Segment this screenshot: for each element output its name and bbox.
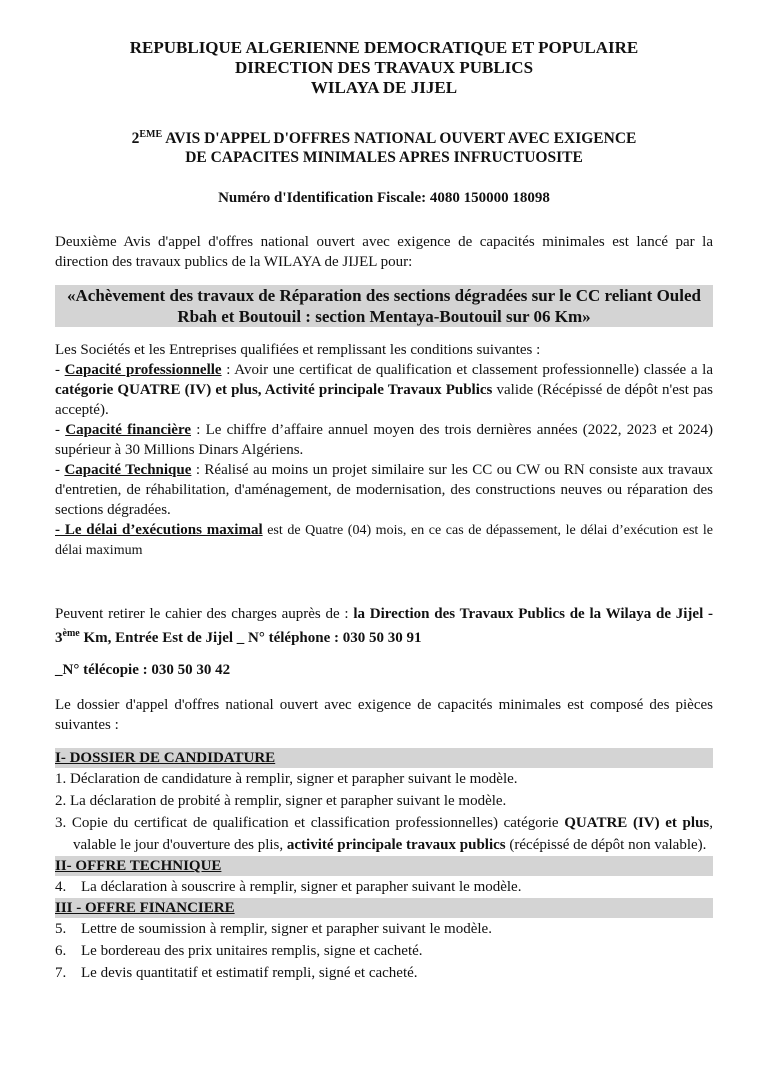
list-item — [55, 940, 713, 962]
document-header — [0, 38, 768, 98]
withdrawal-address: la Direction des Travaux Publics de la Wilaya de Jijel - 3 — [55, 606, 714, 646]
intro-paragraph: Deuxième Avis d'appel d'offres national ouvert avec exigence de capacités minimales est lancé par la direction des travaux publics de la WILAYA de JIJEL pour: — [55, 234, 713, 270]
capacity-professional-label: Capacité professionnelle — [64, 362, 222, 378]
item-text: Copie du certificat de qualification et classification professionnelles) catégorie — [71, 815, 565, 831]
item-activity: activité principale travaux publics — [286, 837, 506, 853]
item-category: QUATRE (IV) et plus — [564, 815, 710, 831]
list-item — [55, 918, 713, 940]
capacity-technical-label: Capacité Technique — [64, 462, 192, 478]
header-direction: DIRECTION DES TRAVAUX PUBLICS — [234, 58, 534, 77]
project-title: «Achèvement des travaux de Réparation des sections dégradées sur le CC reliant Ouled Rbah et Boutouil : section Mentaya-Boutouil sur 06 Km» — [55, 285, 713, 327]
item-number: 4. — [55, 879, 67, 895]
section-candidature-title: I- DOSSIER DE CANDIDATURE — [55, 748, 713, 768]
title-ordinal-sup: EME — [139, 129, 163, 140]
list-item — [55, 876, 713, 898]
item-text: La déclaration de probité à remplir, signer et parapher suivant le modèle. — [70, 793, 507, 809]
title-line2: DE CAPACITES MINIMALES APRES INFRUCTUOSITE — [185, 149, 583, 167]
item-number: 5. — [55, 921, 67, 937]
capacity-financial-text: : Le chiffre d’affaire annuel moyen des trois dernières années (2022, 2023 et 2024) supérieur à 30 Millions Dinars Algériens. — [55, 422, 714, 458]
title-ordinal: 2 — [131, 130, 140, 148]
title-line1: AVIS D'APPEL D'OFFRES NATIONAL OUVERT AVEC EXIGENCE — [162, 130, 637, 148]
fax-number: _N° télécopie : 030 50 30 42 — [55, 662, 231, 678]
capacity-technical-text: : Réalisé au moins un projet similaire sur les CC ou CW ou RN consiste aux travaux d'entretien, de réhabilitation, d'aménagement, de modernisation, des constructions neuves ou réparation des sections dégradées. — [55, 462, 713, 518]
withdrawal-text: Peuvent retirer le cahier des charges auprès de : — [55, 606, 354, 622]
capacity-financial: - Capacité financière : Le chiffre d’affaire annuel moyen des trois dernières années (2022, 2023 et 2024) supérieur à 30 Millions Dinars Algériens. — [55, 422, 714, 458]
conditions-intro: Les Sociétés et les Entreprises qualifiées et remplissant les conditions suivantes : — [55, 342, 541, 358]
item-text: La déclaration à souscrire à remplir, signer et parapher suivant le modèle. — [81, 879, 522, 895]
dossier-sections — [55, 748, 713, 984]
item-number: 7. — [55, 965, 67, 981]
capacity-financial-label: Capacité financière — [65, 422, 191, 438]
section-financial-title: III - OFFRE FINANCIERE — [55, 898, 713, 918]
capacity-professional: - Capacité professionnelle : Avoir une certificat de qualification et classement professionnelle) classée a la catégorie QUATRE (IV) et plus, Activité principale Travaux Publics valide (Récépissé de dépôt n'est pas accepté). — [55, 362, 714, 418]
capacity-professional-note: valide (Récépissé de dépôt n'est pas accepté). — [55, 382, 714, 418]
item-text: Déclaration de candidature à remplir, signer et parapher suivant le modèle. — [70, 771, 518, 787]
max-delay-label: - Le délai d’exécutions maximal — [55, 522, 263, 538]
dossier-intro: Le dossier d'appel d'offres national ouvert avec exigence de capacités minimales est composé des pièces suivantes : — [55, 697, 713, 733]
conditions-block — [55, 340, 713, 561]
capacity-professional-category: catégorie QUATRE (IV) et plus, Activité principale Travaux Publics — [55, 382, 493, 398]
withdrawal-info — [55, 604, 713, 648]
list-item — [55, 812, 713, 856]
item-text: Le devis quantitatif et estimatif rempli, signé et cacheté. — [81, 965, 418, 981]
max-delay — [55, 520, 713, 561]
item-number: 2. — [55, 793, 67, 809]
item-text-2: , valable le jour d'ouverture des plis, — [73, 815, 713, 853]
max-delay-text: est de Quatre (04) mois, en ce cas de dépassement, le délai d’exécution est le délai maximum — [55, 523, 713, 558]
withdrawal-phone: Km, Entrée Est de Jijel _ N° téléphone : 030 50 30 91 — [79, 630, 422, 646]
capacity-professional-text: : Avoir une certificat de qualification et classement professionnelle) classée a la — [221, 362, 713, 378]
fiscal-id: Numéro d'Identification Fiscale: 4080 150000 18098 — [218, 190, 550, 206]
capacity-technical: - Capacité Technique : Réalisé au moins un projet similaire sur les CC ou CW ou RN consiste aux travaux d'entretien, de réhabilitation, d'aménagement, de modernisation, des constructions neuves ou réparation des sections dégradées. — [55, 462, 713, 518]
item-text: Le bordereau des prix unitaires remplis, signe et cacheté. — [81, 943, 423, 959]
list-item — [55, 790, 713, 812]
section-technical-title: II- OFFRE TECHNIQUE — [55, 856, 713, 876]
item-text-3: (récépissé de dépôt non valable). — [505, 837, 707, 853]
list-item — [55, 768, 713, 790]
header-wilaya: WILAYA DE JIJEL — [310, 78, 458, 97]
withdrawal-address-sup: ème — [62, 628, 80, 639]
item-number: 6. — [55, 943, 67, 959]
list-item — [55, 962, 713, 984]
item-text: Lettre de soumission à remplir, signer et parapher suivant le modèle. — [81, 921, 492, 937]
item-number: 3. — [55, 815, 67, 831]
item-number: 1. — [55, 771, 67, 787]
header-country: REPUBLIQUE ALGERIENNE DEMOCRATIQUE ET POPULAIRE — [129, 38, 639, 57]
notice-title — [0, 125, 768, 167]
